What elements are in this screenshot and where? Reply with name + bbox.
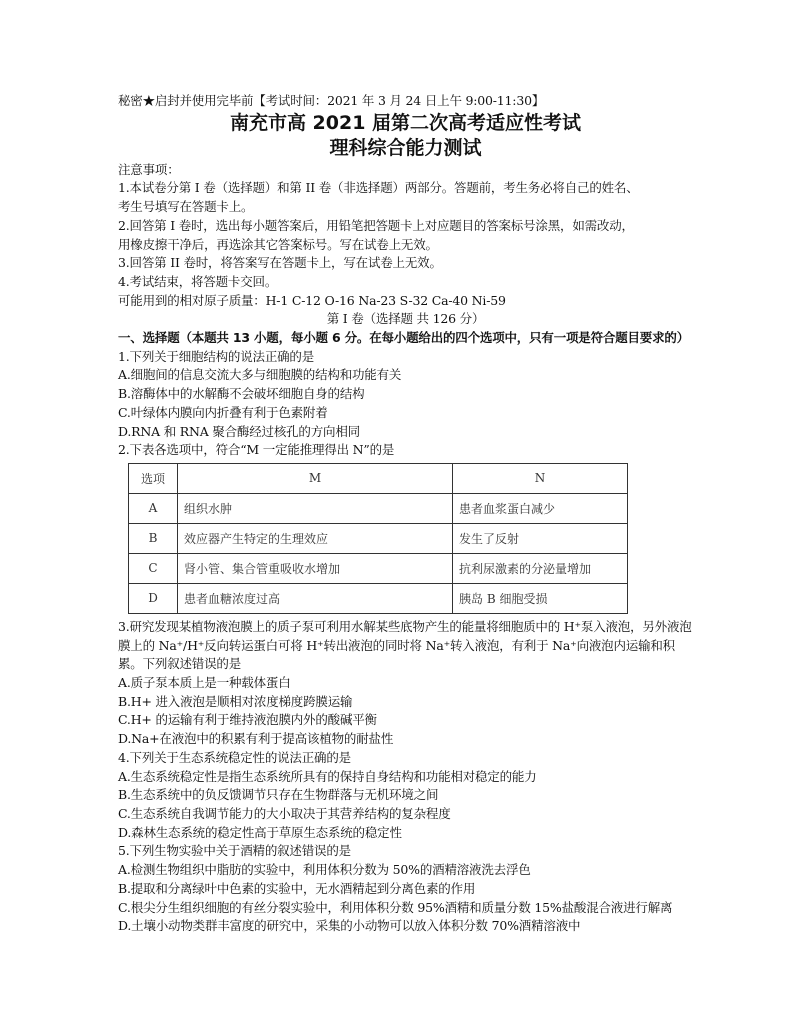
option-b: B.溶酶体中的水解酶不会破坏细胞自身的结构 [118,386,365,402]
question-5 [118,842,693,936]
table-cell: 胰岛 B 细胞受损 [453,583,628,613]
confidential-header: 秘密★启封并使用完毕前【考试时间：2021 年 3 月 24 日上午 9:00-11:30】 [118,93,545,108]
exam-subtitle: 理科综合能力测试 [329,136,482,159]
notice-line: 3.回答第 II 卷时，将答案写在答题卡上，写在试卷上无效。 [118,255,442,271]
notice-heading: 注意事项： [118,161,180,177]
table-cell: B [129,523,178,553]
table-row [129,493,628,523]
table-row [129,523,628,553]
question-stem: 3.研究发现某植物液泡膜上的质子泵可利用水解某些底物产生的能量将细胞质中的 H⁺泵入液泡，另外液泡膜上的 Na⁺/H⁺反向转运蛋白可将 H⁺转出液泡的同时将 Na⁺转入液泡，有利于 Na⁺向液泡内运输和积累。下列叙述错误的是 [118,618,692,672]
table-cell: C [129,553,178,583]
question-stem: 2.下表各选项中，符合“M 一定能推理得出 N”的是 [118,442,395,458]
option-b: B.H+ 进入液泡是顺相对浓度梯度跨膜运输 [118,693,353,709]
notice-line: 考生号填写在答题卡上。 [118,199,254,215]
question-stem: 5.下列生物实验中关于酒精的叙述错误的是 [118,843,351,859]
table-header: 选项 [129,463,178,493]
notice-line: 用橡皮擦干净后，再选涂其它答案标号。写在试卷上无效。 [118,236,438,252]
question-stem: 4.下列关于生态系统稳定性的说法正确的是 [118,749,351,765]
table-header: N [453,463,628,493]
option-b: B.生态系统中的负反馈调节只存在生物群落与无机环境之间 [118,787,439,803]
option-c: C.H+ 的运输有利于维持液泡膜内外的酸碱平衡 [118,712,377,728]
question-2 [118,441,693,614]
table-cell: 患者血浆蛋白减少 [453,493,628,523]
exam-page [118,92,693,936]
table-cell: 效应器产生特定的生理效应 [178,523,453,553]
notice-section [118,161,693,311]
option-d: D.Na+在液泡中的积累有利于提高该植物的耐盐性 [118,731,394,747]
option-c: C.生态系统自我调节能力的大小取决于其营养结构的复杂程度 [118,805,451,821]
table-cell: 患者血糖浓度过高 [178,583,453,613]
atomic-mass-line: 可能用到的相对原子质量：H-1 C-12 O-16 Na-23 S-32 Ca-40 Ni-59 [118,292,506,308]
question-4 [118,749,693,843]
options-table [128,463,628,614]
exam-title: 南充市高 2021 届第二次高考适应性考试 [229,111,582,134]
option-c: C.根尖分生组织细胞的有丝分裂实验中，利用体积分数 95%酒精和质量分数 15%盐酸混合液进行解离 [118,899,673,915]
table-cell: 组织水肿 [178,493,453,523]
notice-line: 2.回答第 I 卷时，选出每小题答案后，用铅笔把答题卡上对应题目的答案标号涂黑，如需改动， [118,217,634,233]
question-stem: 1.下列关于细胞结构的说法正确的是 [118,348,315,364]
notice-line: 4.考试结束，将答题卡交回。 [118,273,278,289]
option-a: A.细胞间的信息交流大多与细胞膜的结构和功能有关 [118,367,402,383]
table-row [129,583,628,613]
notice-line: 1.本试卷分第 I 卷（选择题）和第 II 卷（非选择题）两部分。答题前，考生务必将自己的姓名、 [118,180,639,196]
table-cell: 发生了反射 [453,523,628,553]
option-a: A.质子泵本质上是一种载体蛋白 [118,675,291,691]
table-row [129,553,628,583]
question-1 [118,348,693,442]
volume-title: 第 I 卷（选择题 共 126 分） [326,311,485,327]
table-cell: A [129,493,178,523]
question-3 [118,618,693,749]
option-a: A.检测生物组织中脂肪的实验中，利用体积分数为 50%的酒精溶液洗去浮色 [118,862,531,878]
table-cell: D [129,583,178,613]
option-b: B.提取和分离绿叶中色素的实验中，无水酒精起到分离色素的作用 [118,880,476,896]
table-header: M [178,463,453,493]
table-cell: 抗利尿激素的分泌量增加 [453,553,628,583]
option-a: A.生态系统稳定性是指生态系统所具有的保持自身结构和功能相对稳定的能力 [118,768,537,784]
table-header-row [129,463,628,493]
option-c: C.叶绿体内膜向内折叠有利于色素附着 [118,404,328,420]
section-heading: 一、选择题（本题共 13 小题，每小题 6 分。在每小题给出的四个选项中，只有一项是符合题目要求的） [118,330,690,346]
table-cell: 肾小管、集合管重吸收水增加 [178,553,453,583]
option-d: D.森林生态系统的稳定性高于草原生态系统的稳定性 [118,824,402,840]
option-d: D.RNA 和 RNA 聚合酶经过核孔的方向相同 [118,423,360,439]
option-d: D.土壤小动物类群丰富度的研究中，采集的小动物可以放入体积分数 70%酒精溶液中 [118,918,581,934]
